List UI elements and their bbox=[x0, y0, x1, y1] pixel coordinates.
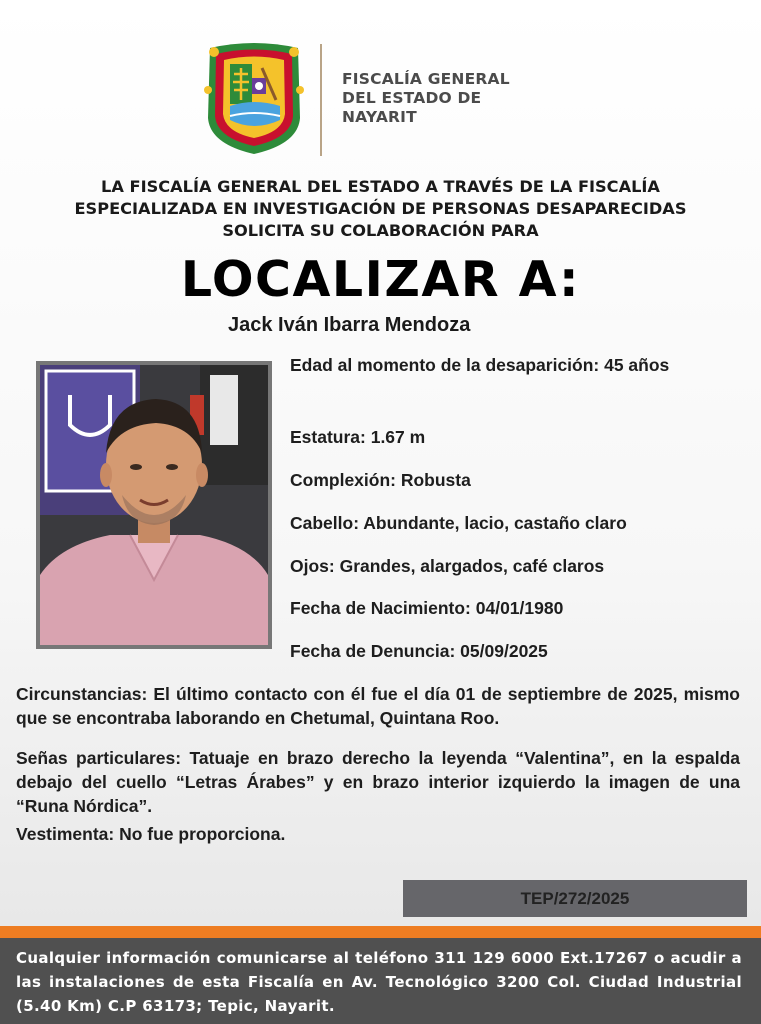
institution-line-1: FISCALÍA GENERAL bbox=[342, 70, 510, 88]
distinguishing-marks-paragraph: Señas particulares: Tatuaje en brazo derecho la leyenda “Valentina”, en la espalda debajo del cuello “Letras Árabes” y en brazo interior izquierdo la imagen de una “Runa Nórdica”. bbox=[16, 748, 740, 816]
clothing-paragraph: Vestimenta: No fue proporciona. bbox=[16, 824, 286, 844]
detail-eyes: Ojos: Grandes, alargados, café claros bbox=[290, 556, 605, 576]
state-coat-of-arms-logo bbox=[200, 40, 308, 156]
detail-report-date: Fecha de Denuncia: 05/09/2025 bbox=[290, 641, 548, 661]
circumstances-paragraph: Circunstancias: El último contacto con él fue el día 01 de septiembre de 2025, mismo que se encontraba laborando en Chetumal, Quintana Roo. bbox=[16, 684, 740, 728]
intro-line-2: ESPECIALIZADA EN INVESTIGACIÓN DE PERSONAS DESAPARECIDAS bbox=[74, 199, 687, 218]
headline: LOCALIZAR A: bbox=[180, 251, 581, 308]
institution-name bbox=[342, 70, 582, 127]
footer-accent-bar bbox=[0, 926, 761, 938]
detail-hair: Cabello: Abundante, lacio, castaño claro bbox=[290, 513, 627, 533]
person-name: Jack Iván Ibarra Mendoza bbox=[228, 314, 471, 336]
footer bbox=[0, 938, 761, 1024]
intro-statement bbox=[20, 176, 741, 242]
intro-line-1: LA FISCALÍA GENERAL DEL ESTADO A TRAVÉS DE LA FISCALÍA bbox=[101, 177, 660, 196]
case-number-bar bbox=[403, 880, 747, 917]
case-number: TEP/272/2025 bbox=[520, 889, 630, 908]
detail-height: Estatura: 1.67 m bbox=[290, 427, 426, 447]
institution-line-3: NAYARIT bbox=[342, 108, 417, 126]
detail-build: Complexión: Robusta bbox=[290, 470, 471, 490]
detail-age: Edad al momento de la desaparición: 45 años bbox=[290, 355, 670, 375]
footer-contact-text: Cualquier información comunicarse al teléfono 311 129 6000 Ext.17267 o acudir a las instalaciones de esta Fiscalía en Av. Tecnológico 3200 Col. Ciudad Industrial (5.40 Km) C.P 63173; Tepic, Nayarit. bbox=[16, 949, 742, 1015]
header-divider bbox=[320, 44, 322, 156]
missing-person-photo bbox=[36, 361, 272, 649]
detail-birth-date: Fecha de Nacimiento: 04/01/1980 bbox=[290, 598, 564, 618]
intro-line-3: SOLICITA SU COLABORACIÓN PARA bbox=[222, 221, 539, 240]
person-portrait-illustration bbox=[40, 365, 268, 645]
institution-line-2: DEL ESTADO DE bbox=[342, 89, 482, 107]
